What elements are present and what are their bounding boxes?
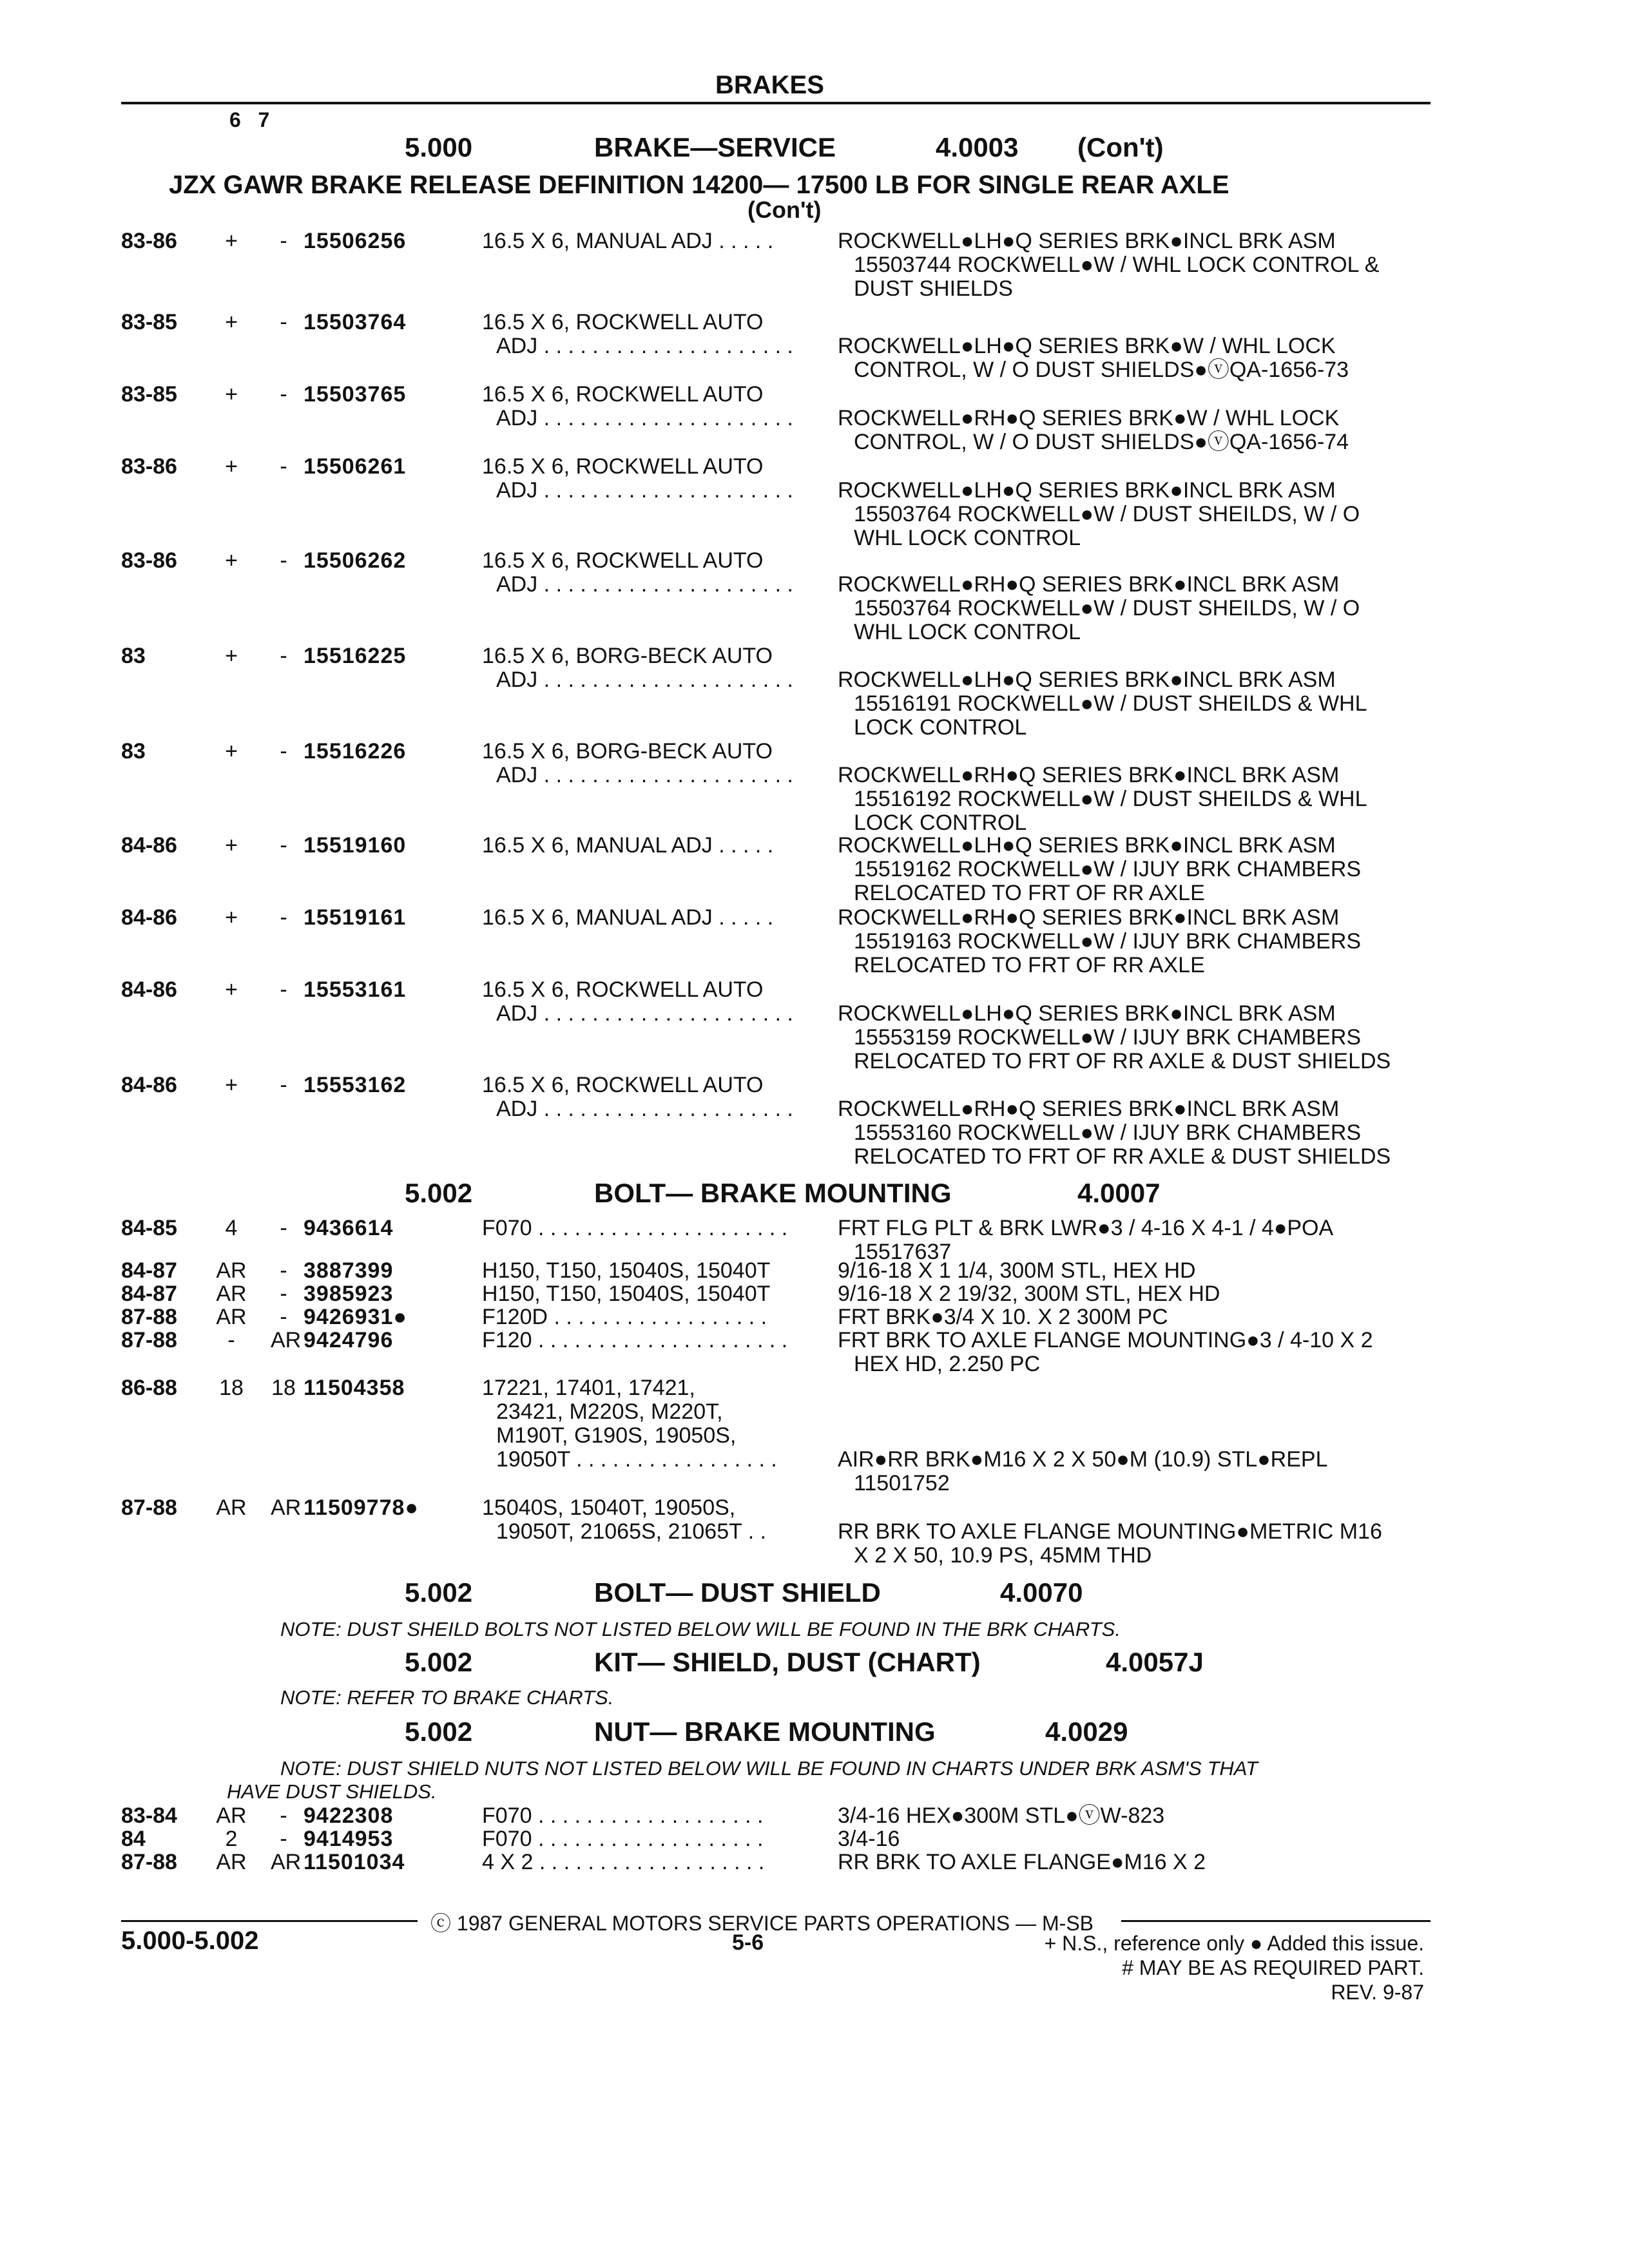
- model-usage: ROCKWELL●RH●Q SERIES BRK●W / WHL LOCK: [838, 406, 1340, 430]
- description-cont: ADJ . . . . . . . . . . . . . . . . . . . . .: [496, 334, 793, 358]
- qty-1: AR: [216, 1305, 247, 1329]
- qty-1: +: [225, 454, 238, 479]
- description: 16.5 X 6, ROCKWELL AUTO: [482, 454, 764, 479]
- model-usage: 9/16-18 X 2 19/32, 300M STL, HEX HD: [838, 1282, 1220, 1306]
- qty-2: -: [280, 739, 287, 764]
- description-cont: ADJ . . . . . . . . . . . . . . . . . . . . .: [496, 572, 793, 597]
- part-number: 9424796: [304, 1328, 394, 1352]
- model-year: 86-88: [121, 1376, 177, 1400]
- section-code: 5.002: [405, 1647, 473, 1677]
- qty-2: AR: [271, 1495, 302, 1520]
- model-usage: LOCK CONTROL: [854, 811, 1027, 835]
- model-usage: FRT BRK TO AXLE FLANGE MOUNTING●3 / 4-10 X 2: [838, 1328, 1373, 1352]
- section-heading: [0, 1647, 1629, 1686]
- model-usage: RR BRK TO AXLE FLANGE●M16 X 2: [838, 1850, 1206, 1874]
- note-kit-shield: NOTE: REFER TO BRAKE CHARTS.: [280, 1686, 614, 1709]
- model-year: 84: [121, 1827, 146, 1851]
- qty-2: -: [280, 454, 287, 479]
- model-usage: 3/4-16 HEX●300M STL●ⓥW-823: [838, 1803, 1165, 1828]
- model-usage: 15503744 ROCKWELL●W / WHL LOCK CONTROL &: [854, 253, 1380, 277]
- part-number: 15519160: [304, 833, 407, 858]
- model-usage: FRT FLG PLT & BRK LWR●3 / 4-16 X 4-1 / 4●POA: [838, 1216, 1334, 1240]
- qty-1: +: [225, 1073, 238, 1097]
- footer-copyright: ⓒ 1987 GENERAL MOTORS SERVICE PARTS OPERATIONS — M-SB: [430, 1912, 1094, 1935]
- description: F120 . . . . . . . . . . . . . . . . . . . . .: [482, 1328, 788, 1352]
- qty-1: +: [225, 382, 238, 407]
- part-number: 15553162: [304, 1073, 407, 1097]
- description: 16.5 X 6, ROCKWELL AUTO: [482, 977, 764, 1002]
- qty-1: +: [225, 310, 238, 334]
- description: 16.5 X 6, ROCKWELL AUTO: [482, 548, 764, 573]
- model-usage: ROCKWELL●LH●Q SERIES BRK●INCL BRK ASM: [838, 229, 1336, 253]
- qty-2: -: [280, 1216, 287, 1240]
- description: 15040S, 15040T, 19050S,: [482, 1495, 736, 1520]
- description: 16.5 X 6, BORG-BECK AUTO: [482, 739, 773, 764]
- header-rule: [121, 102, 1431, 104]
- model-usage: 9/16-18 X 1 1/4, 300M STL, HEX HD: [838, 1258, 1196, 1283]
- section-title: BOLT— DUST SHIELD: [594, 1577, 881, 1608]
- section-title: BOLT— BRAKE MOUNTING: [594, 1178, 952, 1208]
- description: F120D . . . . . . . . . . . . . . . . . .: [482, 1305, 767, 1329]
- qty-1: AR: [216, 1282, 247, 1306]
- footer-rule-right: [1121, 1920, 1431, 1922]
- model-year: 83-86: [121, 454, 177, 479]
- part-number: 15503764: [304, 310, 407, 334]
- model-usage: 15503764 ROCKWELL●W / DUST SHEILDS, W / O: [854, 596, 1360, 620]
- description: 16.5 X 6, MANUAL ADJ . . . . .: [482, 229, 774, 253]
- model-usage: 15519163 ROCKWELL●W / IJUY BRK CHAMBERS: [854, 929, 1362, 954]
- qty-1: +: [225, 739, 238, 764]
- qty-1: AR: [216, 1495, 247, 1520]
- model-year: 87-88: [121, 1495, 177, 1520]
- footer-legend-2: # MAY BE AS REQUIRED PART.: [1122, 1956, 1424, 1979]
- model-year: 83-85: [121, 382, 177, 407]
- model-usage: DUST SHIELDS: [854, 276, 1013, 301]
- model-usage: 3/4-16: [838, 1827, 900, 1851]
- model-usage: ROCKWELL●RH●Q SERIES BRK●INCL BRK ASM: [838, 1097, 1340, 1121]
- description-cont: 23421, M220S, M220T,: [496, 1399, 723, 1424]
- model-year: 84-86: [121, 1073, 177, 1097]
- section-heading: [0, 132, 1629, 171]
- model-usage: 15553159 ROCKWELL●W / IJUY BRK CHAMBERS: [854, 1025, 1362, 1050]
- model-usage: ROCKWELL●LH●Q SERIES BRK●INCL BRK ASM: [838, 833, 1336, 858]
- qty-2: AR: [271, 1328, 302, 1352]
- section-title: NUT— BRAKE MOUNTING: [594, 1716, 936, 1747]
- note-nut-line2: HAVE DUST SHIELDS.: [227, 1780, 437, 1803]
- qty-2: -: [280, 644, 287, 668]
- description: F070 . . . . . . . . . . . . . . . . . . . . .: [482, 1216, 788, 1240]
- model-year: 83-86: [121, 229, 177, 253]
- footer-rule-left: [121, 1920, 418, 1922]
- qty-2: -: [280, 833, 287, 858]
- model-usage: 15516192 ROCKWELL●W / DUST SHEILDS & WHL: [854, 787, 1367, 811]
- qty-2: -: [280, 1258, 287, 1283]
- description-cont: ADJ . . . . . . . . . . . . . . . . . . . . .: [496, 478, 793, 503]
- part-number: 9414953: [304, 1827, 394, 1851]
- description: H150, T150, 15040S, 15040T: [482, 1282, 771, 1306]
- section-code: 5.002: [405, 1716, 473, 1747]
- description: 17221, 17401, 17421,: [482, 1376, 695, 1400]
- qty-1: AR: [216, 1850, 247, 1874]
- description-cont: 19050T, 21065S, 21065T . .: [496, 1519, 767, 1544]
- description: 4 X 2 . . . . . . . . . . . . . . . . . . .: [482, 1850, 765, 1874]
- model-usage: FRT BRK●3/4 X 10. X 2 300M PC: [838, 1305, 1168, 1329]
- model-year: 84-87: [121, 1258, 177, 1283]
- model-usage: RELOCATED TO FRT OF RR AXLE: [854, 953, 1205, 977]
- section-code: 5.002: [405, 1577, 473, 1608]
- footer-legend-1: + N.S., reference only ● Added this issue.: [1044, 1932, 1424, 1955]
- note-dust-shield-bolt: NOTE: DUST SHEILD BOLTS NOT LISTED BELOW WILL BE FOUND IN THE BRK CHARTS.: [280, 1618, 1121, 1640]
- part-number: 15553161: [304, 977, 407, 1002]
- page-header-title: BRAKES: [715, 71, 824, 99]
- model-usage: ROCKWELL●LH●Q SERIES BRK●W / WHL LOCK: [838, 334, 1336, 358]
- model-usage: ROCKWELL●RH●Q SERIES BRK●INCL BRK ASM: [838, 905, 1340, 930]
- section-ref: 4.0057J: [1106, 1647, 1204, 1677]
- description: 16.5 X 6, MANUAL ADJ . . . . .: [482, 905, 774, 930]
- footer-page-number: 5-6: [732, 1930, 764, 1955]
- qty-1: 18: [219, 1376, 244, 1400]
- model-usage: 15517637: [854, 1240, 952, 1264]
- description: F070 . . . . . . . . . . . . . . . . . . .: [482, 1827, 764, 1851]
- qty-1: +: [225, 905, 238, 930]
- model-year: 87-88: [121, 1305, 177, 1329]
- model-year: 84-86: [121, 905, 177, 930]
- part-number: 15516226: [304, 739, 407, 764]
- model-usage: 15553160 ROCKWELL●W / IJUY BRK CHAMBERS: [854, 1120, 1362, 1145]
- footer-range: 5.000-5.002: [121, 1927, 259, 1955]
- model-usage: ROCKWELL●LH●Q SERIES BRK●INCL BRK ASM: [838, 1001, 1336, 1026]
- model-year: 84-86: [121, 977, 177, 1002]
- footer-rev: REV. 9-87: [1331, 1981, 1424, 2004]
- qty-1: +: [225, 833, 238, 858]
- model-usage: CONTROL, W / O DUST SHIELDS●ⓥQA-1656-74: [854, 430, 1349, 454]
- description-cont: ADJ . . . . . . . . . . . . . . . . . . . . .: [496, 668, 793, 692]
- qty-1: -: [227, 1328, 235, 1352]
- model-usage: RR BRK TO AXLE FLANGE MOUNTING●METRIC M16: [838, 1519, 1382, 1544]
- qty-2: AR: [271, 1850, 302, 1874]
- model-usage: RELOCATED TO FRT OF RR AXLE: [854, 881, 1205, 905]
- model-usage: CONTROL, W / O DUST SHIELDS●ⓥQA-1656-73: [854, 358, 1349, 382]
- part-number: 11501034: [304, 1850, 405, 1874]
- section-heading: [0, 1178, 1629, 1216]
- model-usage: 15519162 ROCKWELL●W / IJUY BRK CHAMBERS: [854, 857, 1362, 881]
- model-year: 83: [121, 644, 146, 668]
- description-cont: ADJ . . . . . . . . . . . . . . . . . . . . .: [496, 1097, 793, 1121]
- model-year: 83-86: [121, 548, 177, 573]
- model-year: 84-87: [121, 1282, 177, 1306]
- model-usage: ROCKWELL●LH●Q SERIES BRK●INCL BRK ASM: [838, 478, 1336, 503]
- section-ref: 4.0029: [1045, 1716, 1128, 1747]
- model-year: 84-86: [121, 833, 177, 858]
- model-year: 83: [121, 739, 146, 764]
- part-number: 3887399: [304, 1258, 394, 1283]
- qty-2: -: [280, 977, 287, 1002]
- section-ref: 4.0007: [1077, 1178, 1161, 1208]
- model-usage: RELOCATED TO FRT OF RR AXLE & DUST SHIELDS: [854, 1144, 1391, 1169]
- part-number: 9422308: [304, 1803, 394, 1828]
- qty-2: -: [280, 229, 287, 253]
- qty-2: -: [280, 1305, 287, 1329]
- qty-1: 2: [225, 1827, 238, 1851]
- qty-2: -: [280, 1803, 287, 1828]
- description: 16.5 X 6, ROCKWELL AUTO: [482, 310, 764, 334]
- qty-2: -: [280, 548, 287, 573]
- model-usage: LOCK CONTROL: [854, 715, 1027, 740]
- model-usage: 15503764 ROCKWELL●W / DUST SHEILDS, W / O: [854, 502, 1360, 526]
- qty-2: -: [280, 382, 287, 407]
- description-cont: ADJ . . . . . . . . . . . . . . . . . . . . .: [496, 1001, 793, 1026]
- model-usage: WHL LOCK CONTROL: [854, 526, 1081, 550]
- model-year: 87-88: [121, 1328, 177, 1352]
- qty-1: 4: [225, 1216, 238, 1240]
- qty-1: +: [225, 644, 238, 668]
- model-usage: ROCKWELL●RH●Q SERIES BRK●INCL BRK ASM: [838, 763, 1340, 787]
- qty-2: -: [280, 905, 287, 930]
- part-number: 15503765: [304, 382, 407, 407]
- qty-2: -: [280, 1827, 287, 1851]
- subheader-line1: JZX GAWR BRAKE RELEASE DEFINITION 14200— 17500 LB FOR SINGLE REAR AXLE: [169, 171, 1229, 199]
- section-heading: [0, 1716, 1629, 1755]
- section-code: 5.000: [405, 132, 473, 162]
- model-usage: WHL LOCK CONTROL: [854, 620, 1081, 644]
- model-usage: 11501752: [854, 1471, 950, 1495]
- subheader-line2: (Con't): [747, 197, 822, 223]
- model-usage: X 2 X 50, 10.9 PS, 45MM THD: [854, 1543, 1152, 1568]
- model-year: 83-85: [121, 310, 177, 334]
- description: 16.5 X 6, ROCKWELL AUTO: [482, 1073, 764, 1097]
- part-number: 11509778●: [304, 1495, 419, 1520]
- description: 16.5 X 6, BORG-BECK AUTO: [482, 644, 773, 668]
- model-usage: 15516191 ROCKWELL●W / DUST SHEILDS & WHL: [854, 691, 1367, 716]
- description-cont: ADJ . . . . . . . . . . . . . . . . . . . . .: [496, 406, 793, 430]
- model-year: 83-84: [121, 1803, 177, 1828]
- part-number: 3985923: [304, 1282, 394, 1306]
- model-year: 84-85: [121, 1216, 177, 1240]
- section-ref: 4.0070: [1000, 1577, 1083, 1608]
- description-cont: M190T, G190S, 19050S,: [496, 1423, 737, 1448]
- section-code: 5.002: [405, 1178, 473, 1208]
- part-number: 11504358: [304, 1376, 405, 1400]
- description-cont: 19050T . . . . . . . . . . . . . . . . .: [496, 1447, 777, 1472]
- section-ref: 4.0003: [936, 132, 1019, 162]
- qty-1: AR: [216, 1258, 247, 1283]
- qty-2: 18: [271, 1376, 296, 1400]
- section-extra: (Con't): [1077, 132, 1164, 162]
- part-number: 15519161: [304, 905, 407, 930]
- model-usage: HEX HD, 2.250 PC: [854, 1352, 1041, 1376]
- description: F070 . . . . . . . . . . . . . . . . . . .: [482, 1803, 764, 1828]
- qty-1: +: [225, 229, 238, 253]
- model-usage: RELOCATED TO FRT OF RR AXLE & DUST SHIELDS: [854, 1049, 1391, 1073]
- model-usage: AIR●RR BRK●M16 X 2 X 50●M (10.9) STL●REPL: [838, 1447, 1328, 1472]
- qty-2: -: [280, 1073, 287, 1097]
- note-nut-line1: NOTE: DUST SHIELD NUTS NOT LISTED BELOW WILL BE FOUND IN CHARTS UNDER BRK ASM'S THAT: [280, 1757, 1258, 1780]
- qty-2: -: [280, 310, 287, 334]
- section-title: BRAKE—SERVICE: [594, 132, 836, 162]
- description: H150, T150, 15040S, 15040T: [482, 1258, 771, 1283]
- qty-1: +: [225, 548, 238, 573]
- description: 16.5 X 6, MANUAL ADJ . . . . .: [482, 833, 774, 858]
- section-heading: [0, 1577, 1629, 1616]
- qty-2: -: [280, 1282, 287, 1306]
- qty-1: AR: [216, 1803, 247, 1828]
- part-number: 15506261: [304, 454, 407, 479]
- qty-1: +: [225, 977, 238, 1002]
- part-number: 15506256: [304, 229, 407, 253]
- part-number: 9426931●: [304, 1305, 407, 1329]
- part-number: 15506262: [304, 548, 407, 573]
- model-usage: ROCKWELL●LH●Q SERIES BRK●INCL BRK ASM: [838, 668, 1336, 692]
- header-subnums: 6 7: [229, 108, 270, 131]
- part-number: 15516225: [304, 644, 407, 668]
- description-cont: ADJ . . . . . . . . . . . . . . . . . . . . .: [496, 763, 793, 787]
- description: 16.5 X 6, ROCKWELL AUTO: [482, 382, 764, 407]
- model-usage: ROCKWELL●RH●Q SERIES BRK●INCL BRK ASM: [838, 572, 1340, 597]
- model-year: 87-88: [121, 1850, 177, 1874]
- section-title: KIT— SHIELD, DUST (CHART): [594, 1647, 981, 1677]
- part-number: 9436614: [304, 1216, 394, 1240]
